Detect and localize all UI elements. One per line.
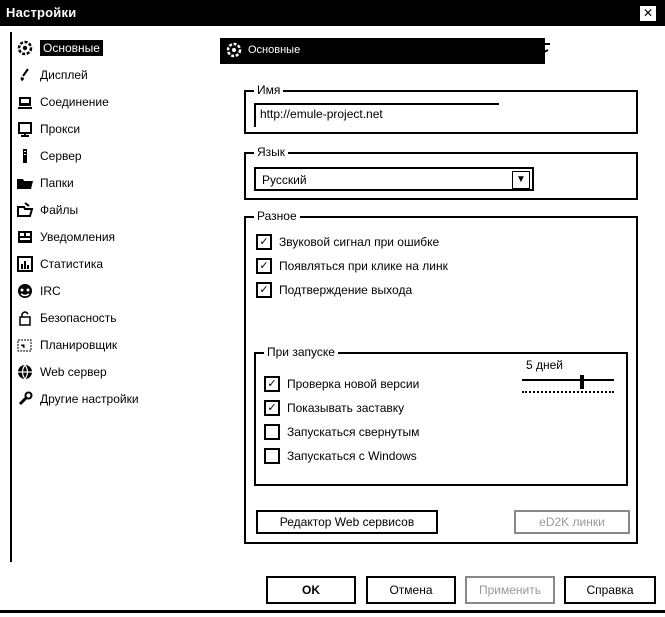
panel-title: Основные	[248, 44, 301, 56]
sidebar-item-server[interactable]	[14, 142, 204, 169]
window-bottom-border	[0, 610, 665, 613]
update-interval-slider[interactable]	[522, 375, 614, 397]
gear-icon	[14, 39, 36, 57]
language-selected-value: Русский	[262, 173, 307, 187]
help-button[interactable]: Справка	[564, 576, 656, 604]
checkbox-box[interactable]: ✓	[264, 400, 280, 416]
header-decoration-icon	[530, 40, 554, 65]
sidebar-item-proxy[interactable]	[14, 115, 204, 142]
apply-button[interactable]: Применить	[465, 576, 555, 604]
name-field[interactable]: http://emule-project.net	[254, 103, 499, 127]
close-icon[interactable]: ✕	[639, 5, 657, 22]
checkbox-label: Запускаться свернутым	[287, 425, 420, 439]
checkbox-box[interactable]: ✓	[264, 376, 280, 392]
checkbox-label: Звуковой сигнал при ошибке	[279, 235, 440, 249]
popup-on-link-click-checkbox[interactable]	[256, 258, 448, 274]
sidebar-item-connection[interactable]	[14, 88, 204, 115]
sidebar-item-irc[interactable]	[14, 277, 204, 304]
statistics-icon	[14, 255, 36, 273]
sidebar-item-notifications[interactable]	[14, 223, 204, 250]
slider-ticks	[522, 391, 614, 395]
checkbox-box[interactable]: ✓	[256, 282, 272, 298]
sidebar-item-display[interactable]	[14, 61, 204, 88]
checkbox-label: Запускаться с Windows	[287, 449, 417, 463]
sidebar-item-general[interactable]	[14, 34, 204, 61]
brush-icon	[14, 66, 36, 84]
server-icon	[14, 147, 36, 165]
sidebar-item-label: Web сервер	[40, 364, 107, 379]
sidebar-item-label: Планировщик	[40, 337, 118, 352]
sound-on-error-checkbox[interactable]	[256, 234, 439, 250]
network-icon	[14, 93, 36, 111]
startup-group	[254, 345, 628, 486]
title-bar	[0, 0, 665, 26]
checkbox-box[interactable]	[264, 448, 280, 464]
start-minimized-checkbox[interactable]	[264, 424, 419, 440]
chevron-down-icon[interactable]: ▼	[512, 171, 530, 189]
checkbox-label: Подтверждение выхода	[279, 283, 413, 297]
sidebar-item-web-server[interactable]	[14, 358, 204, 385]
sidebar-item-label: Безопасность	[40, 310, 117, 325]
sidebar-item-label: Прокси	[40, 121, 81, 136]
sidebar-item-files[interactable]	[14, 196, 204, 223]
cancel-button[interactable]: Отмена	[366, 576, 456, 604]
ok-button[interactable]: OK	[266, 576, 356, 604]
checkbox-label: Показывать заставку	[287, 401, 405, 415]
sidebar-item-security[interactable]	[14, 304, 204, 331]
update-interval-label: 5 дней	[526, 358, 564, 372]
sidebar-item-label: Соединение	[40, 94, 109, 109]
sidebar-border	[10, 32, 12, 562]
sidebar-item-label: IRC	[40, 283, 61, 298]
sidebar-item-statistics[interactable]	[14, 250, 204, 277]
checkbox-box[interactable]: ✓	[256, 234, 272, 250]
sidebar-item-label: Дисплей	[40, 67, 88, 82]
folder-icon	[14, 174, 36, 192]
sidebar-item-label: Уведомления	[40, 229, 116, 244]
notification-icon	[14, 228, 36, 246]
sidebar-item-label: Статистика	[40, 256, 104, 271]
checkbox-label: Появляться при клике на линк	[279, 259, 448, 273]
sidebar-item-label: Другие настройки	[40, 391, 139, 406]
irc-icon	[14, 282, 36, 300]
panel-header	[220, 38, 545, 64]
checkbox-label: Проверка новой версии	[287, 377, 420, 391]
proxy-icon	[14, 120, 36, 138]
tools-icon	[14, 390, 36, 408]
checkbox-box[interactable]	[264, 424, 280, 440]
sidebar-item-label: Папки	[40, 175, 74, 190]
sidebar-item-label: Основные	[40, 40, 103, 56]
confirm-exit-checkbox[interactable]	[256, 282, 412, 298]
sidebar-item-scheduler[interactable]	[14, 331, 204, 358]
language-select[interactable]	[254, 167, 534, 191]
check-new-version-checkbox[interactable]	[264, 376, 419, 392]
web-server-icon	[14, 363, 36, 381]
ed2k-links-button[interactable]: eD2K линки	[514, 510, 630, 534]
sidebar-item-folders[interactable]	[14, 169, 204, 196]
web-services-editor-button[interactable]: Редактор Web сервисов	[256, 510, 438, 534]
start-with-windows-checkbox[interactable]	[264, 448, 417, 464]
security-icon	[14, 309, 36, 327]
misc-group-legend: Разное	[254, 209, 300, 223]
slider-thumb[interactable]	[580, 375, 584, 389]
show-splash-checkbox[interactable]	[264, 400, 404, 416]
sidebar-item-label: Сервер	[40, 148, 82, 163]
checkbox-box[interactable]: ✓	[256, 258, 272, 274]
scheduler-icon	[14, 336, 36, 354]
language-group-legend: Язык	[254, 145, 288, 159]
window-title: Настройки	[6, 5, 77, 20]
settings-tree	[14, 34, 204, 412]
sidebar-item-label: Файлы	[40, 202, 79, 217]
sidebar-item-other-settings[interactable]	[14, 385, 204, 412]
startup-group-legend: При запуске	[264, 345, 338, 359]
files-icon	[14, 201, 36, 219]
name-group-legend: Имя	[254, 83, 283, 97]
slider-track	[522, 379, 614, 381]
gear-icon	[226, 42, 242, 58]
